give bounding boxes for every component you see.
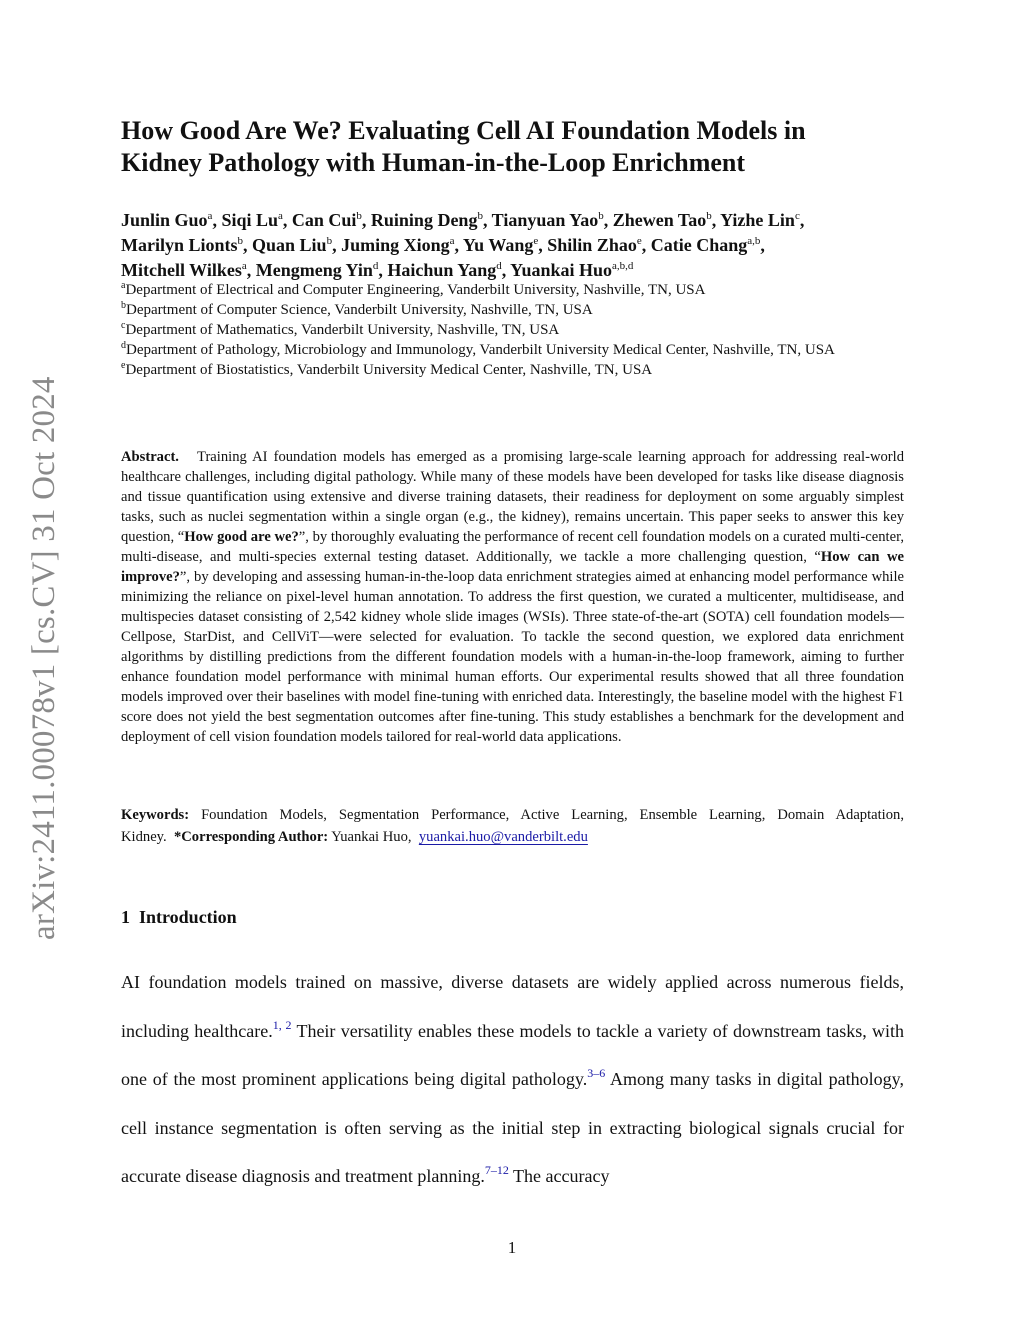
- affiliation-text: Department of Biostatistics, Vanderbilt University Medical Center, Nashville, TN, USA: [125, 362, 653, 378]
- author-name: Juming Xiong: [341, 235, 450, 255]
- abstract-question-1: How good are we?: [184, 529, 299, 545]
- author-affiliation-mark: b: [598, 210, 604, 222]
- author-name: Yizhe Lin: [720, 210, 795, 230]
- affiliation-text: Department of Pathology, Microbiology and Immunology, Vanderbilt University Medical Center, Nashville, TN, USA: [126, 342, 835, 358]
- corresponding-author-email-link[interactable]: yuankai.huo@vanderbilt.edu: [418, 829, 588, 845]
- body-text: Among many tasks in digital pathology, cell instance segmentation is often serving as the initial step in extracting biological signals crucial for accurate disease diagnosis and treatment planning.: [121, 1069, 904, 1187]
- section-number: 1: [121, 907, 130, 927]
- author-affiliation-mark: a,b,d: [612, 260, 634, 272]
- author-affiliation-mark: b: [706, 210, 712, 222]
- author: Mengmeng Yin$^d$,: [255, 260, 388, 280]
- author: Catie Chang$^{a,b}$,: [650, 235, 765, 255]
- citation-link[interactable]: 3–6: [587, 1066, 606, 1081]
- section-title: Introduction: [139, 907, 237, 927]
- author-affiliation-mark: b: [237, 235, 244, 247]
- arxiv-identifier-stamp: arXiv:2411.00078v1 [cs.CV] 31 Oct 2024: [26, 376, 62, 940]
- affiliation: [121, 320, 901, 340]
- affiliation: [121, 360, 901, 380]
- abstract-question-2: How can we improve?: [121, 549, 904, 585]
- author-affiliation-mark: b: [326, 235, 333, 247]
- author-affiliation-mark: a: [277, 210, 283, 222]
- abstract-label: Abstract.: [121, 449, 179, 465]
- author-name: Tianyuan Yao: [491, 210, 599, 230]
- affiliation-text: Department of Electrical and Computer Engineering, Vanderbilt University, Nashville, TN, USA: [125, 282, 706, 298]
- author-affiliation-mark: d: [496, 260, 502, 272]
- affiliation-mark: d: [121, 340, 126, 351]
- body-text: Their versatility enables these models to tackle a variety of downstream tasks, with one of the most prominent applications being digital pathology.: [121, 1020, 905, 1090]
- author: Zhewen Tao$^b$,: [612, 210, 721, 230]
- affiliation-list: [121, 280, 901, 380]
- section-heading-introduction: [121, 905, 237, 929]
- author: Haichun Yang$^d$,: [387, 260, 511, 280]
- author-name: Yuankai Huo: [510, 260, 613, 280]
- author-affiliation-mark: a: [241, 260, 247, 272]
- author-name: Shilin Zhao: [547, 235, 637, 255]
- author-list: [121, 208, 911, 283]
- author-affiliation-mark: a,b: [747, 235, 761, 247]
- author: Junlin Guo$^a$,: [121, 210, 222, 230]
- affiliation: [121, 280, 901, 300]
- citation-link[interactable]: 7–12: [484, 1163, 509, 1178]
- author: Mitchell Wilkes$^a$,: [121, 260, 256, 280]
- author-name: Zhewen Tao: [612, 210, 707, 230]
- author-name: Mitchell Wilkes: [121, 260, 242, 280]
- author: Yizhe Lin$^c$,: [720, 210, 805, 230]
- author-name: Quan Liu: [252, 235, 327, 255]
- paper-title: [121, 115, 921, 179]
- author-affiliation-mark: a: [449, 235, 455, 247]
- affiliation-mark: b: [121, 300, 126, 311]
- author: Ruining Deng$^b$,: [370, 210, 492, 230]
- author: Juming Xiong$^a$,: [341, 235, 463, 255]
- author: Quan Liu$^b$,: [252, 235, 342, 255]
- author-name: Marilyn Lionts: [121, 235, 238, 255]
- author-affiliation-mark: c: [794, 210, 800, 222]
- title-line-1: How Good Are We? Evaluating Cell AI Foundation Models in: [121, 116, 806, 145]
- citation-link[interactable]: 1, 2: [272, 1017, 292, 1032]
- corresponding-author-name: Yuankai Huo,: [331, 829, 412, 845]
- affiliation-text: Department of Computer Science, Vanderbilt University, Nashville, TN, USA: [126, 302, 593, 318]
- page-number: 1: [507, 1238, 517, 1257]
- author: [510, 260, 633, 280]
- keywords-label: Keywords:: [121, 807, 190, 823]
- author: Siqi Lu$^a$,: [221, 210, 292, 230]
- affiliation: [121, 300, 901, 320]
- author: Marilyn Lionts$^b$,: [121, 235, 253, 255]
- author: Tianyuan Yao$^b$,: [491, 210, 613, 230]
- author-name: Ruining Deng: [370, 210, 478, 230]
- affiliation-mark: a: [121, 280, 126, 291]
- keywords-block: [121, 804, 904, 848]
- body-text: AI foundation models trained on massive, diverse datasets are widely applied across numerous fields, including healthcare.: [121, 972, 904, 1041]
- author-name: Yu Wang: [462, 235, 534, 255]
- author-name: Haichun Yang: [387, 260, 497, 280]
- introduction-paragraph: [121, 958, 904, 1201]
- author-affiliation-mark: a: [207, 210, 213, 222]
- affiliation-mark: c: [121, 320, 126, 331]
- corresponding-author-label: *Corresponding Author:: [173, 829, 329, 845]
- author-affiliation-mark: b: [356, 210, 362, 222]
- author-name: Can Cui: [291, 210, 357, 230]
- author-affiliation-mark: e: [636, 235, 642, 247]
- author-name: Mengmeng Yin: [255, 260, 373, 280]
- author-affiliation-mark: e: [533, 235, 539, 247]
- author-name: Catie Chang: [650, 235, 748, 255]
- abstract-text: ”, by thoroughly evaluating the performance of recent cell foundation models on a curated multi-center, multi-disease, and multi-species external testing dataset. Additionally, we tackle a more challenging question, “: [121, 529, 905, 565]
- author: Shilin Zhao$^e$,: [547, 235, 651, 255]
- abstract-text: ”, by developing and assessing human-in-the-loop data enrichment strategies aimed at enhancing model performance while minimizing the reliance on pixel-level human annotation. To address the first question, we curated a multicenter, multidisease, and multispecies dataset consisting of 2,542 kidney whole slide images (WSIs). Three state-of-the-art (SOTA) cell foundation models—Cellpose, StarDist, and CellViT—were selected for evaluation. To tackle the second question, we explored data enrichment algorithms by distilling predictions from the different foundation models with a human-in-the-loop framework, aiming to further enhance foundation model performance with minimal human efforts. Our experimental results showed that all three foundation models improved over their baselines with model fine-tuning with enriched data. Interestingly, the baseline model with the highest F1 score does not yield the best segmentation outcomes after fine-tuning. This study establishes a benchmark for the development and deployment of cell vision foundation models tailored for real-world data applications.: [121, 569, 904, 745]
- affiliation: [121, 340, 901, 360]
- author-name: Siqi Lu: [221, 210, 278, 230]
- author-affiliation-mark: d: [372, 260, 379, 272]
- abstract: [121, 447, 904, 747]
- affiliation-mark: e: [121, 360, 126, 371]
- body-text: The accuracy: [508, 1166, 610, 1187]
- author: Yu Wang$^e$,: [462, 235, 548, 255]
- author-name: Junlin Guo: [121, 210, 208, 230]
- keywords-text: Foundation Models, Segmentation Performance, Active Learning, Ensemble Learning, Domain Adaptation, Kidney.: [121, 807, 904, 845]
- title-line-2: Kidney Pathology with Human-in-the-Loop Enrichment: [121, 148, 746, 177]
- abstract-text: Training AI foundation models has emerged as a promising large-scale learning approach for addressing real-world healthcare challenges, including digital pathology. While many of these models have been developed for tasks like disease diagnosis and tissue quantification using extensive and diverse training datasets, their readiness for deployment on some arguably simplest tasks, such as nuclei segmentation within a single organ (e.g., the kidney), remains uncertain. This paper seeks to answer this key question, “: [121, 449, 904, 545]
- author: Can Cui$^b$,: [291, 210, 371, 230]
- author-affiliation-mark: b: [477, 210, 483, 222]
- affiliation-text: Department of Mathematics, Vanderbilt University, Nashville, TN, USA: [125, 322, 560, 338]
